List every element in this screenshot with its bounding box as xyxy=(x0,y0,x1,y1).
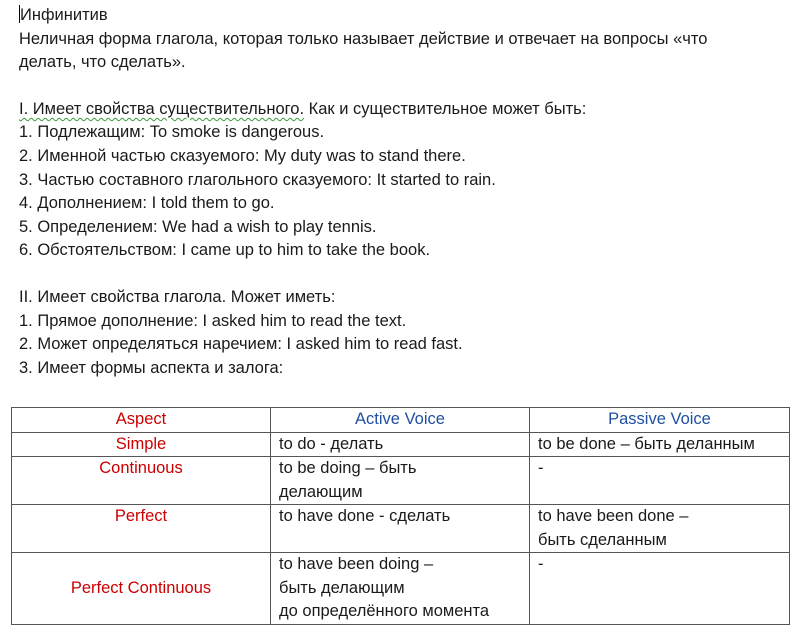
section1-heading xyxy=(19,98,789,122)
passive-cell xyxy=(530,432,790,457)
cell-line: to have done - сделать xyxy=(279,507,451,525)
passive-cell xyxy=(530,457,790,505)
section2-item: 3. Имеет формы аспекта и залога: xyxy=(19,358,284,377)
cell-line: быть делающим xyxy=(279,578,405,597)
section1-heading-underlined: I. Имеет свойства существительного. xyxy=(19,99,305,118)
table-row xyxy=(12,553,790,625)
active-cell xyxy=(271,432,530,457)
cell-line: - xyxy=(538,459,544,477)
cell-line: до определённого момента xyxy=(279,602,490,620)
section2-item: 2. Может определяться наречием: I asked him to read fast. xyxy=(19,335,463,354)
active-cell xyxy=(271,457,530,505)
table-header-row xyxy=(12,408,790,433)
cell-line: to have been doing – xyxy=(279,555,434,573)
document-body xyxy=(19,4,789,380)
spacer xyxy=(19,75,789,98)
aspect-cell: Perfect Continuous xyxy=(12,553,271,625)
section1-item: 4. Дополнением: I told them to go. xyxy=(19,194,275,213)
table-row xyxy=(12,432,790,457)
passive-cell xyxy=(530,553,790,625)
cell-line: - xyxy=(538,555,544,573)
aspect-cell: Simple xyxy=(12,432,271,457)
aspect-cell: Continuous xyxy=(12,457,271,505)
doc-title-line xyxy=(19,4,789,28)
header-passive-voice: Passive Voice xyxy=(530,408,790,433)
section2-heading: II. Имеет свойства глагола. Может иметь: xyxy=(19,287,336,306)
cell-line: to have been done – xyxy=(538,507,689,525)
cell-line: быть сделанным xyxy=(538,530,667,549)
table-row xyxy=(12,505,790,553)
cell-line: to be doing – быть xyxy=(279,459,417,477)
cell-line: делающим xyxy=(279,482,363,501)
spacer xyxy=(19,263,789,286)
table-row xyxy=(12,457,790,505)
header-aspect: Aspect xyxy=(12,408,271,433)
doc-title: Инфинитив xyxy=(20,6,108,24)
header-active-voice: Active Voice xyxy=(271,408,530,433)
cell-line: to be done – быть деланным xyxy=(538,434,755,453)
active-cell xyxy=(271,505,530,553)
active-cell xyxy=(271,553,530,625)
definition-line-1: Неличная форма глагола, которая только называет действие и отвечает на вопросы «что xyxy=(19,29,708,48)
passive-cell xyxy=(530,505,790,553)
definition-line-2: делать, что сделать». xyxy=(19,53,186,72)
section1-item: 6. Обстоятельством: I came up to him to take the book. xyxy=(19,241,431,260)
section1-item: 3. Частью составного глагольного сказуемого: It started to rain. xyxy=(19,170,496,189)
infinitive-forms-table xyxy=(11,407,790,625)
section2-item: 1. Прямое дополнение: I asked him to read the text. xyxy=(19,311,407,330)
section1-heading-rest: Как и существительное может быть: xyxy=(304,99,587,118)
section1-item: 5. Определением: We had a wish to play tennis. xyxy=(19,217,377,236)
section1-item: 2. Именной частью сказуемого: My duty was to stand there. xyxy=(19,146,466,165)
cell-line: to do - делать xyxy=(279,434,384,453)
aspect-cell: Perfect xyxy=(12,505,271,553)
section1-item: 1. Подлежащим: To smoke is dangerous. xyxy=(19,123,325,142)
